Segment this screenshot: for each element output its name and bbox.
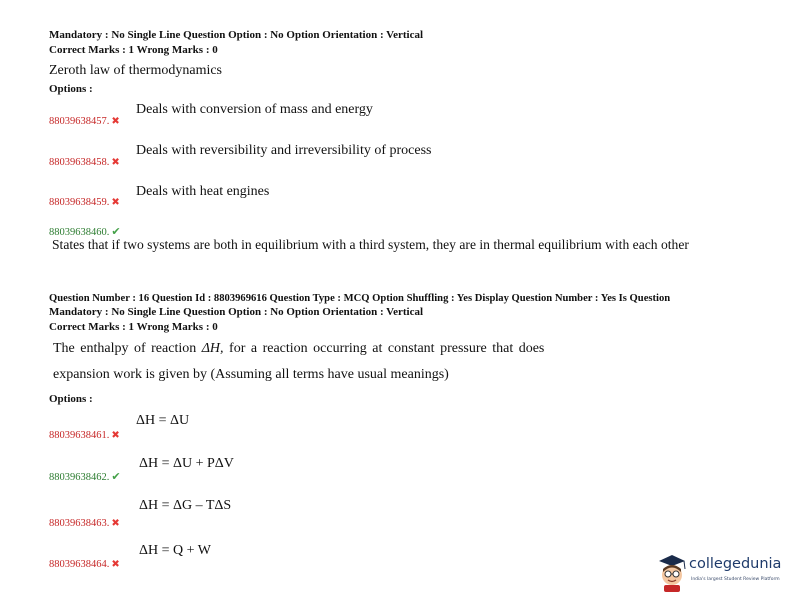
q15-meta-line: Mandatory : No Single Line Question Option : No Option Orientation : Vertical <box>49 29 424 41</box>
wrong-mark-icon: ✖ <box>111 116 120 127</box>
option-id: 88039638460. <box>49 227 110 238</box>
wrong-mark-icon: ✖ <box>111 518 120 529</box>
q15-question-text: Zeroth law of thermodynamics <box>49 63 223 78</box>
q15-options-label: Options : <box>49 83 93 95</box>
correct-check-icon: ✔ <box>111 226 121 238</box>
q16-question-part-a: The enthalpy of reaction <box>53 341 202 356</box>
q16-question-line-1 <box>53 340 544 357</box>
q15-marks: Correct Marks : 1 Wrong Marks : 0 <box>49 44 218 56</box>
q15-option-3 <box>49 192 120 210</box>
q16-marks: Correct Marks : 1 Wrong Marks : 0 <box>49 321 218 333</box>
q16-meta-line-2: Mandatory : No Single Line Question Option : No Option Orientation : Vertical <box>49 306 424 318</box>
q15-option-1 <box>49 111 120 129</box>
q16-option-1-text: ΔH = ΔU <box>136 413 190 428</box>
option-id: 88039638464. <box>49 559 110 570</box>
q15-option-4-text: States that if two systems are both in equilibrium with a third system, they are in thermal equilibrium with each other <box>52 237 689 252</box>
q15-option-3-text: Deals with heat engines <box>136 184 270 199</box>
q16-option-4 <box>49 554 120 572</box>
q16-question-part-b: for a reaction occurring at constant pressure that does <box>223 341 545 356</box>
wrong-mark-icon: ✖ <box>111 559 120 570</box>
wrong-mark-icon: ✖ <box>111 157 120 168</box>
q16-options-label: Options : <box>49 393 93 405</box>
q15-option-2 <box>49 152 120 170</box>
option-id: 88039638461. <box>49 430 110 441</box>
option-id: 88039638459. <box>49 197 110 208</box>
option-id: 88039638457. <box>49 116 110 127</box>
q16-option-2 <box>49 467 121 485</box>
correct-check-icon: ✔ <box>111 471 121 483</box>
logo-tagline: India's largest Student Review Platform <box>691 577 780 582</box>
q16-question-line-2: expansion work is given by (Assuming all terms have usual meanings) <box>53 367 449 382</box>
option-id: 88039638463. <box>49 518 110 529</box>
q16-meta-line-1: Question Number : 16 Question Id : 8803969616 Question Type : MCQ Option Shuffling : Yes Display Question Number : Yes Is Question <box>49 293 671 304</box>
option-id: 88039638462. <box>49 472 110 483</box>
q15-option-1-text: Deals with conversion of mass and energy <box>136 102 373 117</box>
mascot-icon <box>655 553 689 593</box>
q16-option-2-text: ΔH = ΔU + PΔV <box>139 456 234 471</box>
q15-option-2-text: Deals with reversibility and irreversibility of process <box>136 143 432 158</box>
option-id: 88039638458. <box>49 157 110 168</box>
q16-question-symbol: ΔH, <box>201 341 224 356</box>
logo-wordmark: collegedunia <box>689 556 782 572</box>
wrong-mark-icon: ✖ <box>111 430 120 441</box>
q16-option-3-text: ΔH = ΔG – TΔS <box>139 498 232 513</box>
q16-option-3 <box>49 513 120 531</box>
collegedunia-logo <box>655 553 785 595</box>
q16-option-1 <box>49 425 120 443</box>
q16-option-4-text: ΔH = Q + W <box>139 543 211 558</box>
wrong-mark-icon: ✖ <box>111 197 120 208</box>
